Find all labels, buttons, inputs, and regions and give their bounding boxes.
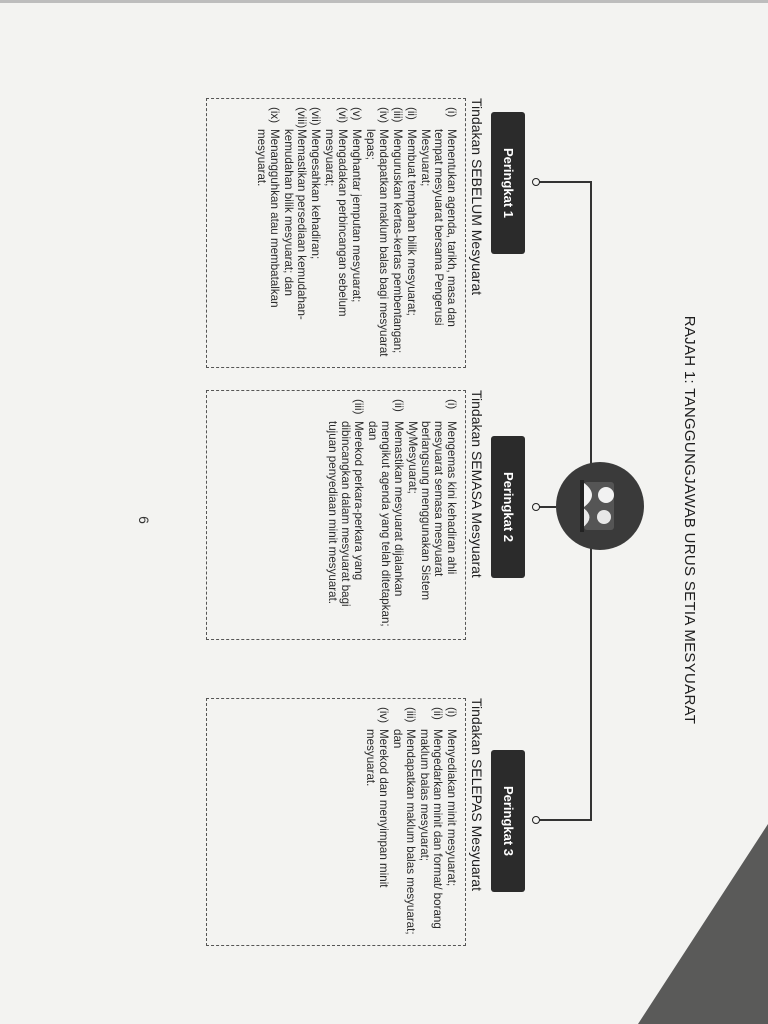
list-item (255, 107, 281, 359)
item-text: Merekod perkara-perkara yang dibincangkan dalam mesyuarat bagi tujuan penyediaan minit mesyuarat. (326, 421, 365, 607)
item-text: Membuat tempahan bilik mesyuarat; (405, 129, 418, 316)
item-number: (vi) (336, 107, 349, 124)
item-text: Menangguhkan atau membatalkan mesyuarat. (255, 129, 281, 308)
page-top-edge (0, 0, 768, 3)
stage-3-box (206, 698, 466, 946)
stage-2-heading: Tindakan SEMASA Mesyuarat (469, 390, 485, 578)
item-number: (ii) (392, 399, 405, 412)
item-number: (vii) (309, 107, 322, 126)
list-item (406, 399, 458, 631)
list-item (419, 107, 458, 359)
list-item (323, 107, 349, 359)
stage-1-badge: Peringkat 1 (491, 112, 525, 254)
item-number: (ii) (431, 707, 444, 720)
list-item (405, 107, 418, 359)
stage-1-heading: Tindakan SEBELUM Mesyuarat (469, 98, 485, 296)
page-number: 6 (136, 516, 152, 524)
connector-trunk-left (590, 182, 592, 464)
item-number: (iii) (391, 107, 404, 123)
item-text: Mengemas kini kehadiran ahli mesyuarat semasa mesyuarat berlangsung menggunakan Sistem MyMesyuarat; (406, 421, 458, 601)
list-item (364, 707, 390, 937)
item-number: (v) (350, 107, 363, 121)
item-number: (iv) (377, 107, 390, 124)
connector-trunk-right (590, 548, 592, 820)
item-number: (i) (445, 399, 458, 410)
list-item (366, 399, 405, 631)
item-number: (iv) (377, 707, 390, 724)
item-number: (i) (445, 707, 458, 718)
connector-drop-3 (537, 819, 592, 821)
item-number: (viii) (295, 107, 308, 129)
item-text: Memastikan persediaan kemudahan-kemudahan bilik mesyuarat; dan (282, 129, 308, 320)
list-item (391, 707, 417, 937)
rotated-diagram-sheet (136, 90, 700, 950)
list-item (445, 707, 458, 937)
list-item (309, 107, 322, 359)
list-item (364, 107, 390, 359)
item-text: Mendapatkan maklum balas bagi mesyuarat lepas; (364, 129, 390, 357)
item-number: (iii) (352, 399, 365, 415)
item-text: Menghantar jemputan mesyuarat; (350, 129, 363, 303)
meeting-people-svg (556, 462, 644, 550)
connector-node-2 (532, 503, 540, 511)
item-text: Menentukan agenda, tarikh, masa dan tempat mesyuarat bersama Pengerusi Mesyuarat; (419, 129, 458, 327)
scan-corner-shadow (638, 824, 768, 1024)
item-number: (ix) (268, 107, 281, 124)
item-text: Menyediakan minit mesyuarat; (445, 729, 458, 887)
connector-node-3 (532, 816, 540, 824)
item-number: (ii) (405, 107, 418, 120)
list-item (326, 399, 365, 631)
list-item (282, 107, 308, 359)
stage-3-heading: Tindakan SELEPAS Mesyuarat (469, 698, 485, 891)
item-text: Mengesahkan kehadiran; (309, 129, 322, 260)
item-text: Mengadakan perbincangan sebelum mesyuarat; (323, 129, 349, 317)
stage-2-box (206, 390, 466, 640)
item-text: Memastikan mesyuarat dijalankan mengikut agenda yang telah ditetapkan; dan (366, 421, 405, 627)
item-text: Mendapatkan maklum balas mesyuarat; dan (391, 729, 417, 935)
list-item (391, 107, 404, 359)
meeting-people-logo-icon (556, 462, 644, 550)
stage-1-box (206, 98, 466, 368)
diagram-title: RAJAH 1: TANGGUNGJAWAB URUS SETIA MESYUARAT (681, 315, 698, 725)
item-text: Merekod dan menyimpan minit mesyuarat. (364, 729, 390, 888)
stage-3-badge: Peringkat 3 (491, 750, 525, 892)
connector-node-1 (532, 178, 540, 186)
item-text: Mengedarkan minit dan format/ borang maklum balas mesyuarat; (418, 729, 444, 929)
list-item (418, 707, 444, 937)
item-number: (i) (445, 107, 458, 118)
item-text: Menguruskan kertas-kertas pembentangan; (391, 129, 404, 354)
list-item (350, 107, 363, 359)
stage-2-badge: Peringkat 2 (491, 436, 525, 578)
item-number: (iii) (404, 707, 417, 723)
connector-drop-1 (537, 181, 592, 183)
